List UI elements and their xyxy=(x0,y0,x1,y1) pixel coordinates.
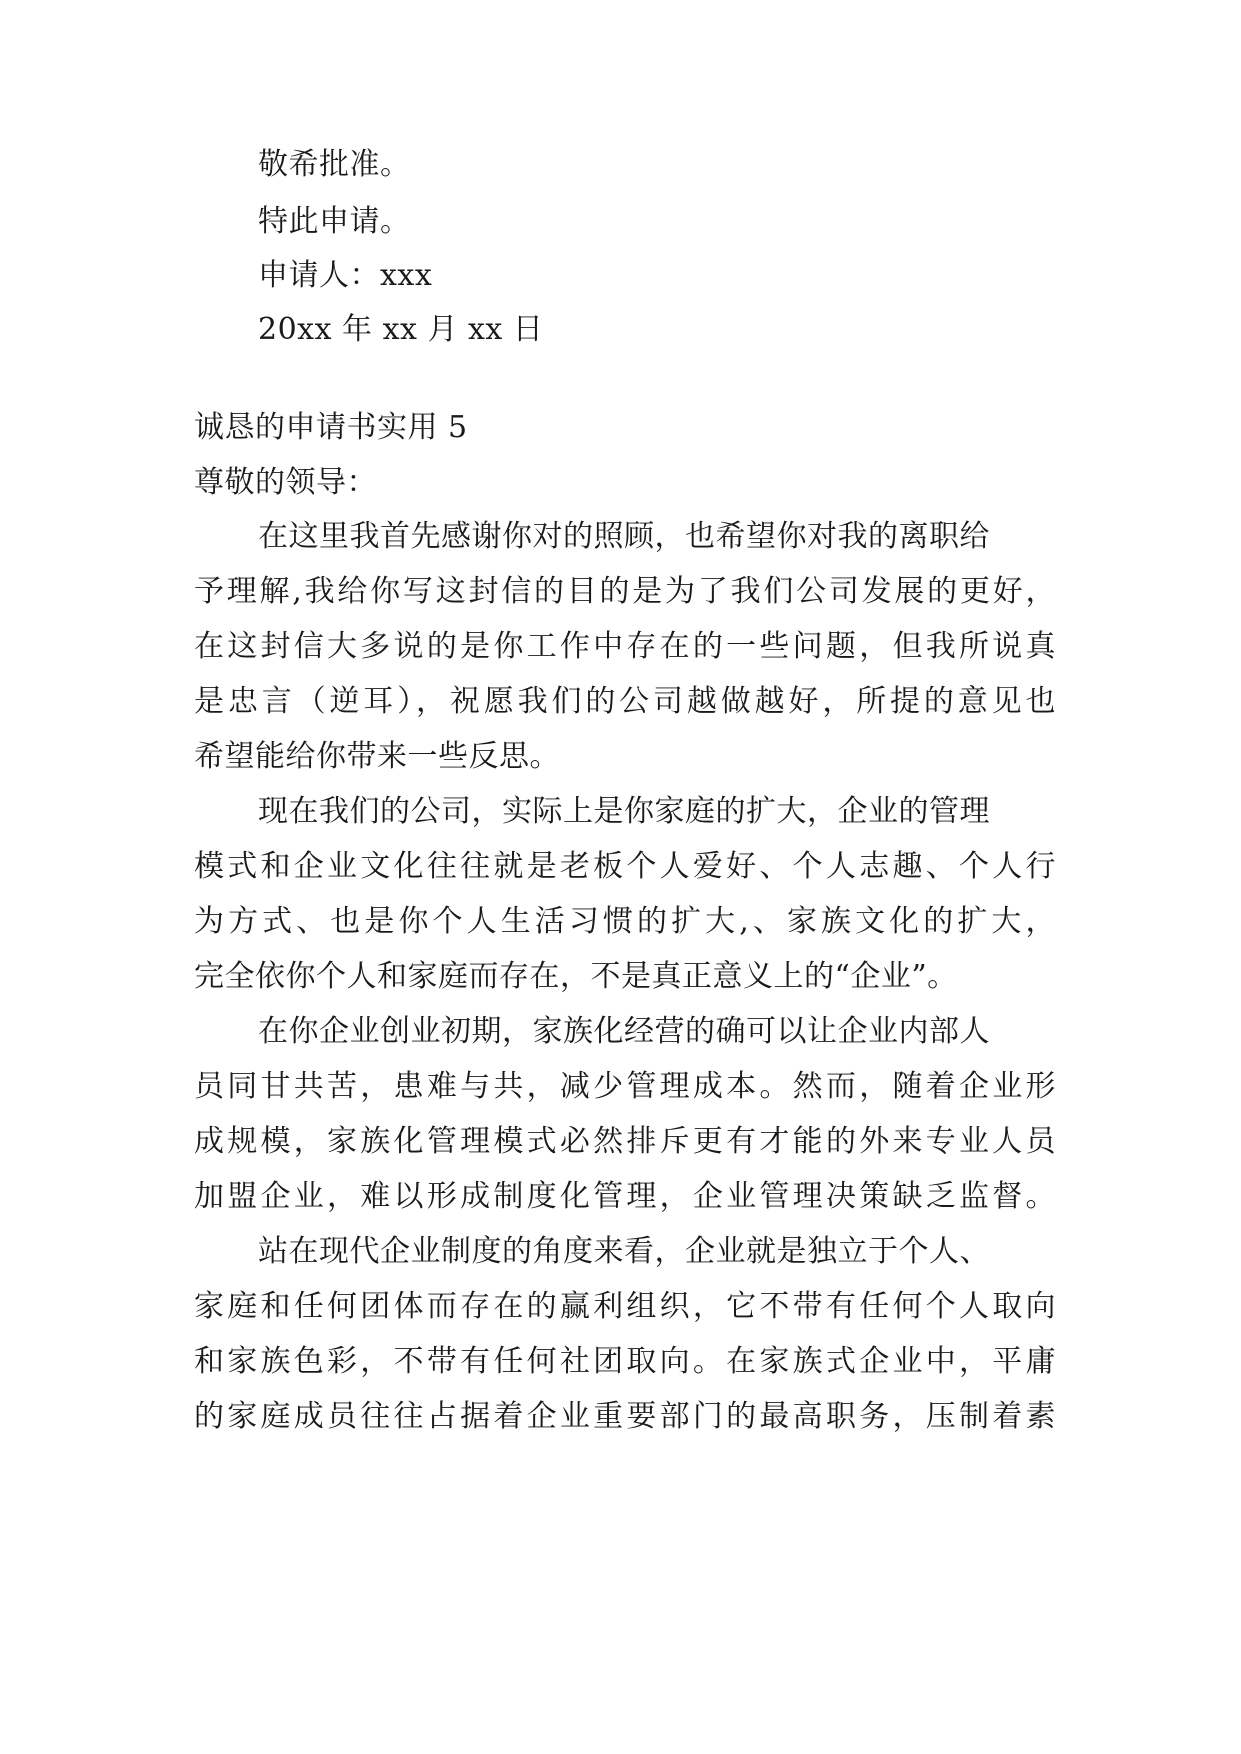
closing-line-approval: 敬希批准。 xyxy=(258,147,411,182)
paragraph-4-line: 家庭和任何团体而存在的赢利组织，它不带有任何个人取向 xyxy=(194,1289,1056,1324)
paragraph-1-line: 是忠言（逆耳），祝愿我们的公司越做越好，所提的意见也 xyxy=(194,684,1056,719)
section-title: 诚恳的申请书实用 5 xyxy=(194,410,468,445)
salutation: 尊敬的领导： xyxy=(194,465,377,500)
paragraph-3-line: 成规模，家族化管理模式必然排斥更有才能的外来专业人员 xyxy=(194,1124,1056,1159)
paragraph-4-line: 和家族色彩，不带有任何社团取向。在家族式企业中，平庸 xyxy=(194,1344,1056,1379)
paragraph-2-line: 现在我们的公司，实际上是你家庭的扩大，企业的管理 xyxy=(258,794,990,829)
closing-line-request: 特此申请。 xyxy=(258,204,411,239)
paragraph-2-line: 完全依你个人和家庭而存在，不是真正意义上的“企业”。 xyxy=(194,959,958,994)
paragraph-2-line: 模式和企业文化往往就是老板个人爱好、个人志趣、个人行 xyxy=(194,849,1056,884)
paragraph-2-line: 为方式、也是你个人生活习惯的扩大,、家族文化的扩大， xyxy=(194,904,1056,939)
paragraph-4-line: 站在现代企业制度的角度来看，企业就是独立于个人、 xyxy=(258,1234,990,1269)
paragraph-3-line: 员同甘共苦，患难与共，减少管理成本。然而，随着企业形 xyxy=(194,1069,1056,1104)
paragraph-1-line: 在这封信大多说的是你工作中存在的一些问题，但我所说真 xyxy=(194,629,1056,664)
applicant-line: 申请人：xxx xyxy=(258,258,433,293)
paragraph-3-line: 加盟企业，难以形成制度化管理，企业管理决策缺乏监督。 xyxy=(194,1179,1056,1214)
paragraph-3-line: 在你企业创业初期，家族化经营的确可以让企业内部人 xyxy=(258,1014,990,1049)
paragraph-1-line: 在这里我首先感谢你对的照顾，也希望你对我的离职给 xyxy=(258,519,990,554)
paragraph-1-line: 予理解,我给你写这封信的目的是为了我们公司发展的更好， xyxy=(194,574,1056,609)
paragraph-4-line: 的家庭成员往往占据着企业重要部门的最高职务，压制着素 xyxy=(194,1399,1056,1434)
date-line: 20xx 年 xx 月 xx 日 xyxy=(258,312,544,347)
paragraph-1-line: 希望能给你带来一些反思。 xyxy=(194,739,560,774)
